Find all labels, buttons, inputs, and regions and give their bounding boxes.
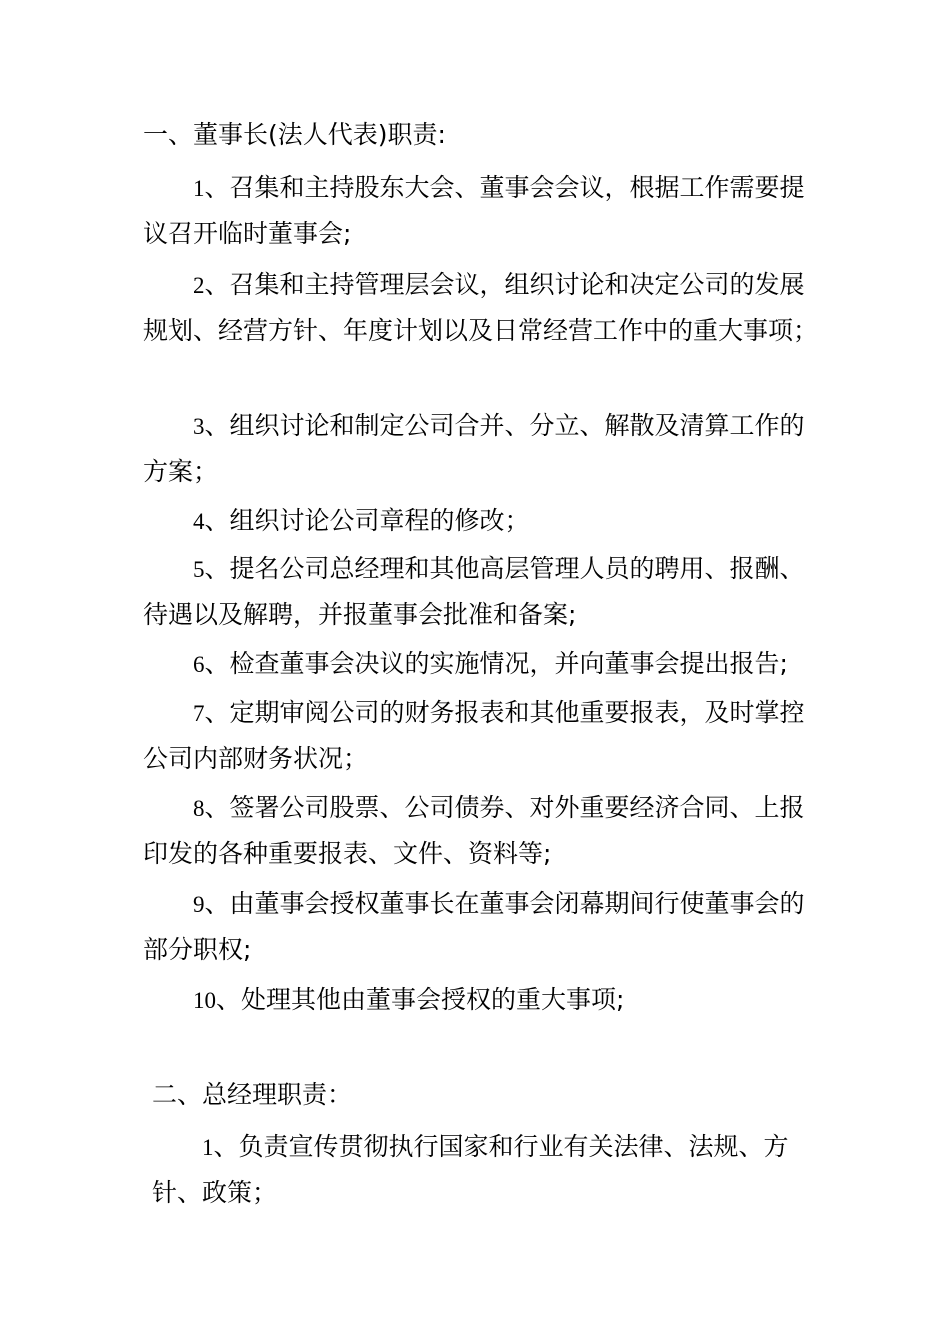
section-heading-chairman: 一、董事长(法人代表)职责: (143, 120, 446, 149)
item-text: 、召集和主持股东大会、董事会会议，根据工作需要提议召开临时董事会; (143, 173, 805, 248)
item-text: 、签署公司股票、公司债券、对外重要经济合同、上报印发的各种重要报表、文件、资料等; (143, 793, 805, 868)
item-number: 2 (193, 273, 205, 298)
item-number: 1 (193, 176, 205, 201)
item-number: 4 (193, 509, 205, 534)
list-item (143, 165, 823, 256)
item-text: 、定期审阅公司的财务报表和其他重要报表，及时掌控公司内部财务状况； (143, 698, 805, 773)
list-item (143, 262, 823, 353)
item-text: 、组织讨论公司章程的修改； (204, 506, 530, 535)
list-item (143, 881, 823, 972)
item-text: 、由董事会授权董事长在董事会闭幕期间行使董事会的部分职权; (143, 889, 805, 964)
item-number: 6 (193, 652, 205, 677)
item-text: 、负责宣传贯彻执行国家和行业有关法律、法规、方针、政策； (152, 1132, 789, 1207)
item-number: 5 (193, 557, 205, 582)
item-number: 1 (202, 1135, 214, 1160)
item-number: 8 (193, 796, 205, 821)
item-text: 、组织讨论和制定公司合并、分立、解散及清算工作的方案； (143, 411, 805, 486)
list-item (143, 977, 823, 1023)
item-number: 7 (193, 701, 205, 726)
item-text: 、提名公司总经理和其他高层管理人员的聘用、报酬、待遇以及解聘，并报董事会批准和备案; (143, 554, 805, 629)
list-item (143, 785, 823, 876)
list-item (143, 641, 823, 687)
list-item (143, 498, 823, 544)
item-text: 、检查董事会决议的实施情况，并向董事会提出报告; (204, 649, 788, 678)
item-text: 、处理其他由董事会授权的重大事项; (216, 985, 625, 1014)
list-item (143, 546, 823, 637)
item-number: 10 (193, 988, 216, 1013)
list-item (143, 403, 823, 494)
item-number: 3 (193, 414, 205, 439)
item-number: 9 (193, 892, 205, 917)
section-heading-general-manager: 二、总经理职责： (152, 1080, 353, 1109)
item-text: 、召集和主持管理层会议，组织讨论和决定公司的发展规划、经营方针、年度计划以及日常经营工作中的重大事项； (143, 270, 819, 345)
list-item (143, 690, 823, 781)
list-item (152, 1124, 812, 1215)
